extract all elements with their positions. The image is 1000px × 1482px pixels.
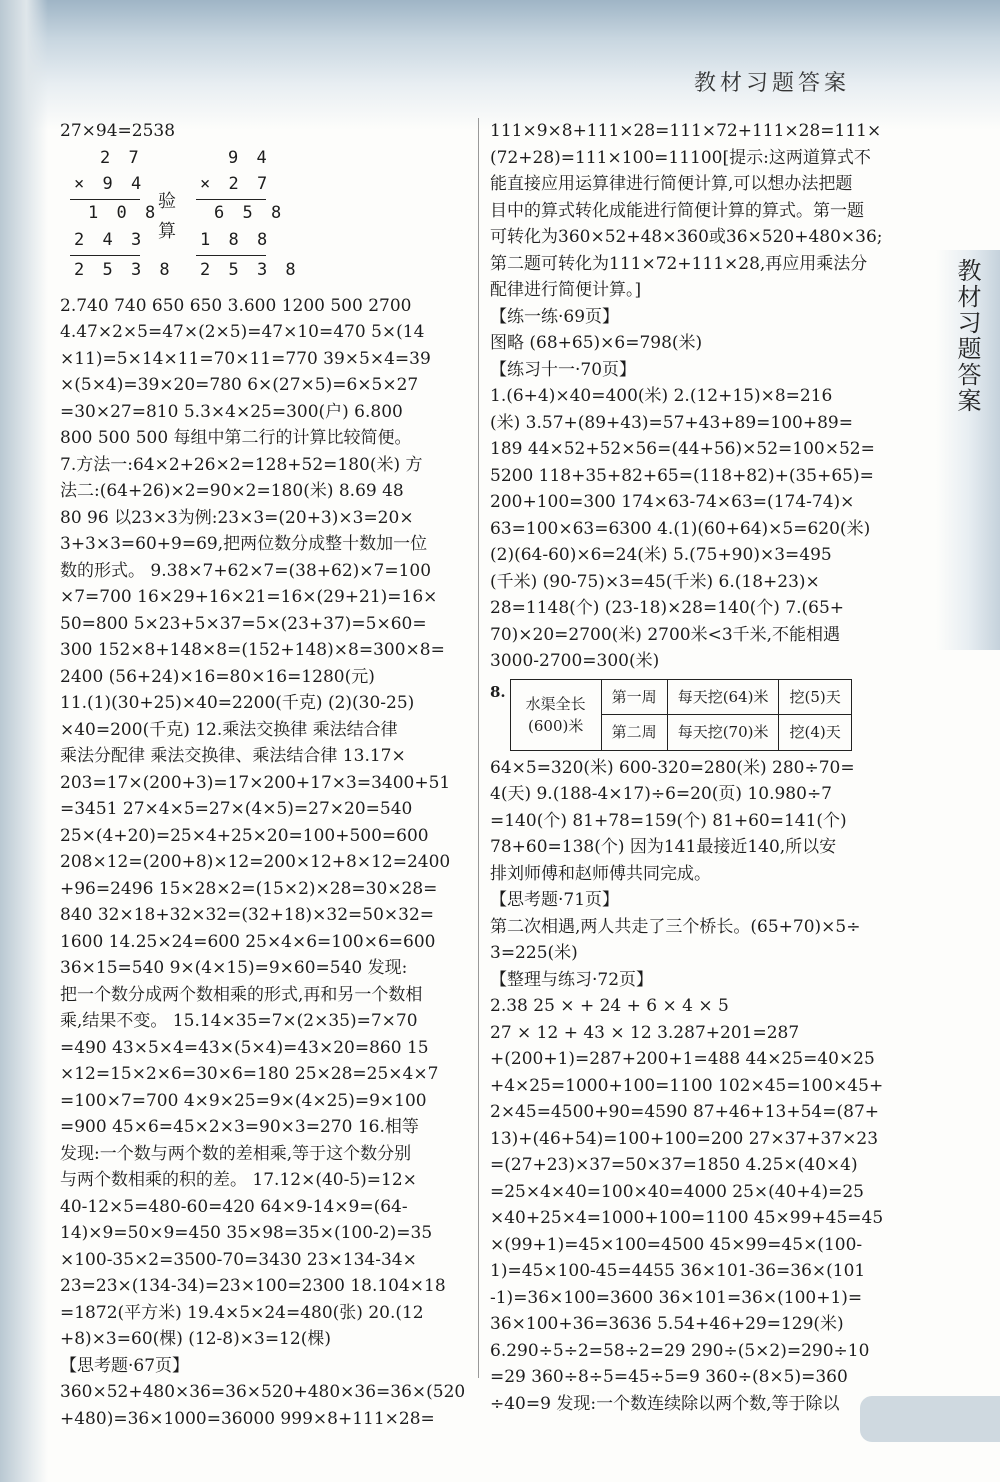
- calc-line: × 9 4: [74, 173, 146, 194]
- text-line: 法二:(64+26)×2=90×2=180(米) 8.69 48: [60, 481, 404, 501]
- text-line: =1872(平方米) 19.4×5×24=480(张) 20.(12: [60, 1302, 424, 1323]
- text-line: ×(99+1)=45×100=4500 45×99=45×(100-: [490, 1234, 863, 1255]
- text-line: (千米) (90-75)×3=45(千米) 6.(18+23)×: [490, 571, 820, 592]
- text-line: 27×94=2538: [60, 121, 176, 141]
- column-divider: [478, 118, 479, 1378]
- text-line: 200+100=300 174×63-74×63=(174-74)×: [490, 492, 855, 512]
- text-line: 36×100+36=3636 5.54+46+29=129(米): [490, 1314, 844, 1334]
- text-line: (米) 3.57+(89+43)=57+43+89=100+89=: [490, 412, 853, 433]
- table-cell: 每天挖(64)米: [667, 679, 779, 715]
- text-line: =29 360÷8÷5=45÷5=9 360÷(8×5)=360: [490, 1367, 848, 1387]
- text-line: 27 × 12 + 43 × 12 3.287+201=287: [490, 1022, 800, 1043]
- text-line: 3+3×3=60+9=69,把两位数分成整十数加一位: [60, 534, 428, 554]
- calc-line: 2 4 3: [74, 229, 146, 250]
- right-text-block-b: [490, 755, 920, 1418]
- text-line: 3000-2700=300(米): [490, 651, 660, 671]
- text-line: ÷40=9 发现:一个数连续除以两个数,等于除以: [490, 1393, 840, 1414]
- text-line: 13)+(46+54)=100+100=200 27×37+37×23: [490, 1128, 879, 1149]
- text-line: +4×25=1000+100=1100 102×45=100×45+: [490, 1075, 884, 1096]
- text-line: (2)(64-60)×6=24(米) 5.(75+90)×3=495: [490, 545, 832, 565]
- text-line: 图略 (68+65)×6=798(米): [490, 333, 703, 353]
- text-line: 78+60=138(个) 因为141最接近140,所以安: [490, 837, 837, 857]
- text-line: 800 500 500 每组中第二行的计算比较简便。: [60, 428, 412, 448]
- text-line: 第二次相遇,两人共走了三个桥长。(65+70)×5÷: [490, 916, 861, 937]
- text-line: =30×27=810 5.3×4×25=300(户) 6.800: [60, 401, 403, 422]
- text-line: 300 152×8+148×8=(152+148)×8=300×8=: [60, 640, 445, 660]
- text-line: 配律进行简便计算。]: [490, 280, 642, 300]
- text-line: 【练习十一·70页】: [490, 359, 637, 380]
- table-row-header: 水渠全长(600)米: [510, 679, 601, 750]
- text-line: 189 44×52+52×56=(44+56)×52=100×52=: [490, 439, 875, 459]
- calc-line: × 2 7: [200, 173, 272, 194]
- text-line: (72+28)=111×100=11100[提示:这两道算式不: [490, 147, 871, 168]
- text-line: =490 43×5×4=43×(5×4)=43×20=860 15: [60, 1037, 429, 1058]
- text-line: 111×9×8+111×28=111×72+111×28=111×: [490, 121, 882, 141]
- text-line: +(200+1)=287+200+1=488 44×25=40×25: [490, 1049, 875, 1069]
- text-line: 【思考题·67页】: [60, 1355, 190, 1376]
- text-line: 2.740 740 650 650 3.600 1200 500 2700: [60, 295, 412, 316]
- text-line: 2×45=4500+90=4590 87+46+13+54=(87+: [490, 1102, 879, 1122]
- text-line: 11.(1)(30+25)×40=2200(千克) (2)(30-25): [60, 693, 415, 713]
- table-cell: 每天挖(70)米: [667, 715, 779, 751]
- text-line: 36×15=540 9×(4×15)=9×60=540 发现:: [60, 958, 408, 978]
- side-tab-label: 教材习题答案: [953, 258, 981, 414]
- text-line: 5200 118+35+82+65=(118+82)+(35+65)=: [490, 465, 874, 486]
- text-line: +480)=36×1000=36000 999×8+111×28=: [60, 1408, 435, 1429]
- table-cell: 挖(4)天: [779, 715, 851, 751]
- text-line: 4.47×2×5=47×(2×5)=47×10=470 5×(14: [60, 322, 425, 342]
- watermark-logo: [810, 1394, 990, 1474]
- answer-table: [490, 679, 852, 751]
- text-line: 23=23×(134-34)=23×100=2300 18.104×18: [60, 1276, 446, 1296]
- text-line: 【思考题·71页】: [490, 890, 620, 910]
- header-band: [0, 0, 1000, 130]
- text-line: 203=17×(200+3)=17×200+17×3=3400+51: [60, 772, 451, 793]
- text-line: 80 96 以23×3为例:23×3=(20+3)×3=20×: [60, 507, 414, 528]
- text-line: =100×7=700 4×9×25=9×(4×25)=9×100: [60, 1090, 427, 1111]
- text-line: ×11)=5×14×11=70×11=770 39×5×4=39: [60, 348, 431, 369]
- calc-line: 9 4: [228, 147, 271, 168]
- text-line: ×7=700 16×29+16×21=16×(29+21)=16×: [60, 587, 438, 607]
- text-line: 【整理与练习·72页】: [490, 969, 654, 990]
- text-line: 目中的算式转化成能进行简便计算的算式。第一题: [490, 200, 864, 221]
- text-line: 发现:一个数与两个数的差相乘,等于这个数分别: [60, 1143, 412, 1164]
- left-column: [60, 118, 470, 1432]
- text-line: 7.方法一:64×2+26×2=128+52=180(米) 方: [60, 454, 423, 475]
- header-title: 教材习题答案: [693, 71, 850, 96]
- text-line: ×40+25×4=1000+100=1100 45×99+45=45: [490, 1208, 884, 1228]
- text-line: 50=800 5×23+5×37=5×(23+37)=5×60=: [60, 613, 427, 634]
- text-line: +8)×3=60(棵) (12-8)×3=12(棵): [60, 1329, 331, 1349]
- text-line: 1.(6+4)×40=400(米) 2.(12+15)×8=216: [490, 386, 833, 406]
- text-line: 208×12=(200+8)×12=200×12+8×12=2400: [60, 852, 451, 872]
- calc-rule: [196, 255, 266, 256]
- calc-line: 1 8 8: [200, 229, 272, 250]
- text-line: ×(5×4)=39×20=780 6×(27×5)=6×5×27: [60, 375, 419, 395]
- text-line: 25×(4+20)=25×4+25×20=100+500=600: [60, 825, 429, 846]
- text-line: =900 45×6=45×2×3=90×3=270 16.相等: [60, 1117, 419, 1137]
- right-column: [490, 118, 920, 1417]
- left-text-block: [60, 293, 470, 1433]
- text-line: 【练一练·69页】: [490, 306, 620, 327]
- text-line: 3=225(米): [490, 943, 578, 963]
- text-line: +96=2496 15×28×2=(15×2)×28=30×28=: [60, 878, 438, 899]
- text-line: =140(个) 81+78=159(个) 81+60=141(个): [490, 810, 847, 831]
- text-line: 2.38 25 × + 24 + 6 × 4 × 5: [490, 996, 729, 1016]
- text-line: 数的形式。 9.38×7+62×7=(38+62)×7=100: [60, 560, 432, 581]
- left-edge-band: [0, 0, 48, 1482]
- text-line: 乘法分配律 乘法交换律、乘法结合律 13.17×: [60, 746, 406, 766]
- verify-label: 验算: [158, 190, 176, 242]
- text-line: ×12=15×2×6=30×6=180 25×28=25×4×7: [60, 1064, 439, 1084]
- calc-line: 2 5 3 8: [74, 259, 174, 280]
- table-cell: 第一周: [601, 679, 667, 715]
- calc-line: 2 5 3 8: [200, 259, 300, 280]
- text-line: ×40=200(千克) 12.乘法交换律 乘法结合律: [60, 719, 398, 740]
- calc-line: 2 7: [100, 147, 143, 168]
- calc-rule: [70, 255, 140, 256]
- text-line: 第二题可转化为111×72+111×28,再应用乘法分: [490, 253, 868, 274]
- text-line: 1)=45×100-45=4455 36×101-36=36×(101: [490, 1261, 866, 1281]
- text-line: 能直接应用运算律进行简便计算,可以想办法把题: [490, 174, 853, 194]
- text-line: 360×52+480×36=36×520+480×36=36×(520: [60, 1382, 466, 1402]
- text-line: 乘,结果不变。 15.14×35=7×(2×35)=7×70: [60, 1011, 418, 1031]
- text-line: 14)×9=50×9=450 35×98=35×(100-2)=35: [60, 1223, 433, 1243]
- text-line: 70)×20=2700(米) 2700米<3千米,不能相遇: [490, 624, 841, 645]
- text-line: 28=1148(个) (23-18)×28=140(个) 7.(65+: [490, 598, 845, 618]
- text-line: =(27+23)×37=50×37=1850 4.25×(40×4): [490, 1155, 858, 1175]
- text-line: ×100-35×2=3500-70=3430 23×134-34×: [60, 1249, 417, 1270]
- table-cell: 挖(5)天: [779, 679, 851, 715]
- vertical-calculation: [60, 145, 470, 291]
- text-line: 可转化为360×52+48×360或36×520+480×36;: [490, 227, 883, 247]
- text-line: 与两个数相乘的积的差。 17.12×(40-5)=12×: [60, 1170, 417, 1190]
- text-line: 2400 (56+24)×16=80×16=1280(元): [60, 666, 375, 687]
- text-line: 排刘师傅和赵师傅共同完成。: [490, 863, 711, 884]
- table-number: 8.: [490, 683, 506, 701]
- text-line: 6.290÷5÷2=58÷2=29 290÷(5×2)=290÷10: [490, 1340, 870, 1361]
- text-line: 1600 14.25×24=600 25×4×6=100×6=600: [60, 931, 436, 952]
- right-text-block-a: [490, 118, 920, 675]
- calc-line: 6 5 8: [214, 202, 286, 223]
- text-line: 把一个数分成两个数相乘的形式,再和另一个数相: [60, 984, 423, 1005]
- text-line: =25×4×40=100×40=4000 25×(40+4)=25: [490, 1181, 864, 1202]
- text-line: 63=100×63=6300 4.(1)(60+64)×5=620(米): [490, 518, 871, 539]
- text-line: 840 32×18+32×32=(32+18)×32=50×32=: [60, 905, 434, 925]
- table-cell: 第二周: [601, 715, 667, 751]
- text-line: 64×5=320(米) 600-320=280(米) 280÷70=: [490, 757, 855, 778]
- text-line: =3451 27×4×5=27×(4×5)=27×20=540: [60, 799, 413, 819]
- text-line: 4(天) 9.(188-4×17)÷6=20(页) 10.980÷7: [490, 784, 833, 804]
- text-line: 40-12×5=480-60=420 64×9-14×9=(64-: [60, 1196, 408, 1217]
- calc-line: 1 0 8: [88, 202, 160, 223]
- text-line: -1)=36×100=3600 36×101=36×(100+1)=: [490, 1287, 863, 1308]
